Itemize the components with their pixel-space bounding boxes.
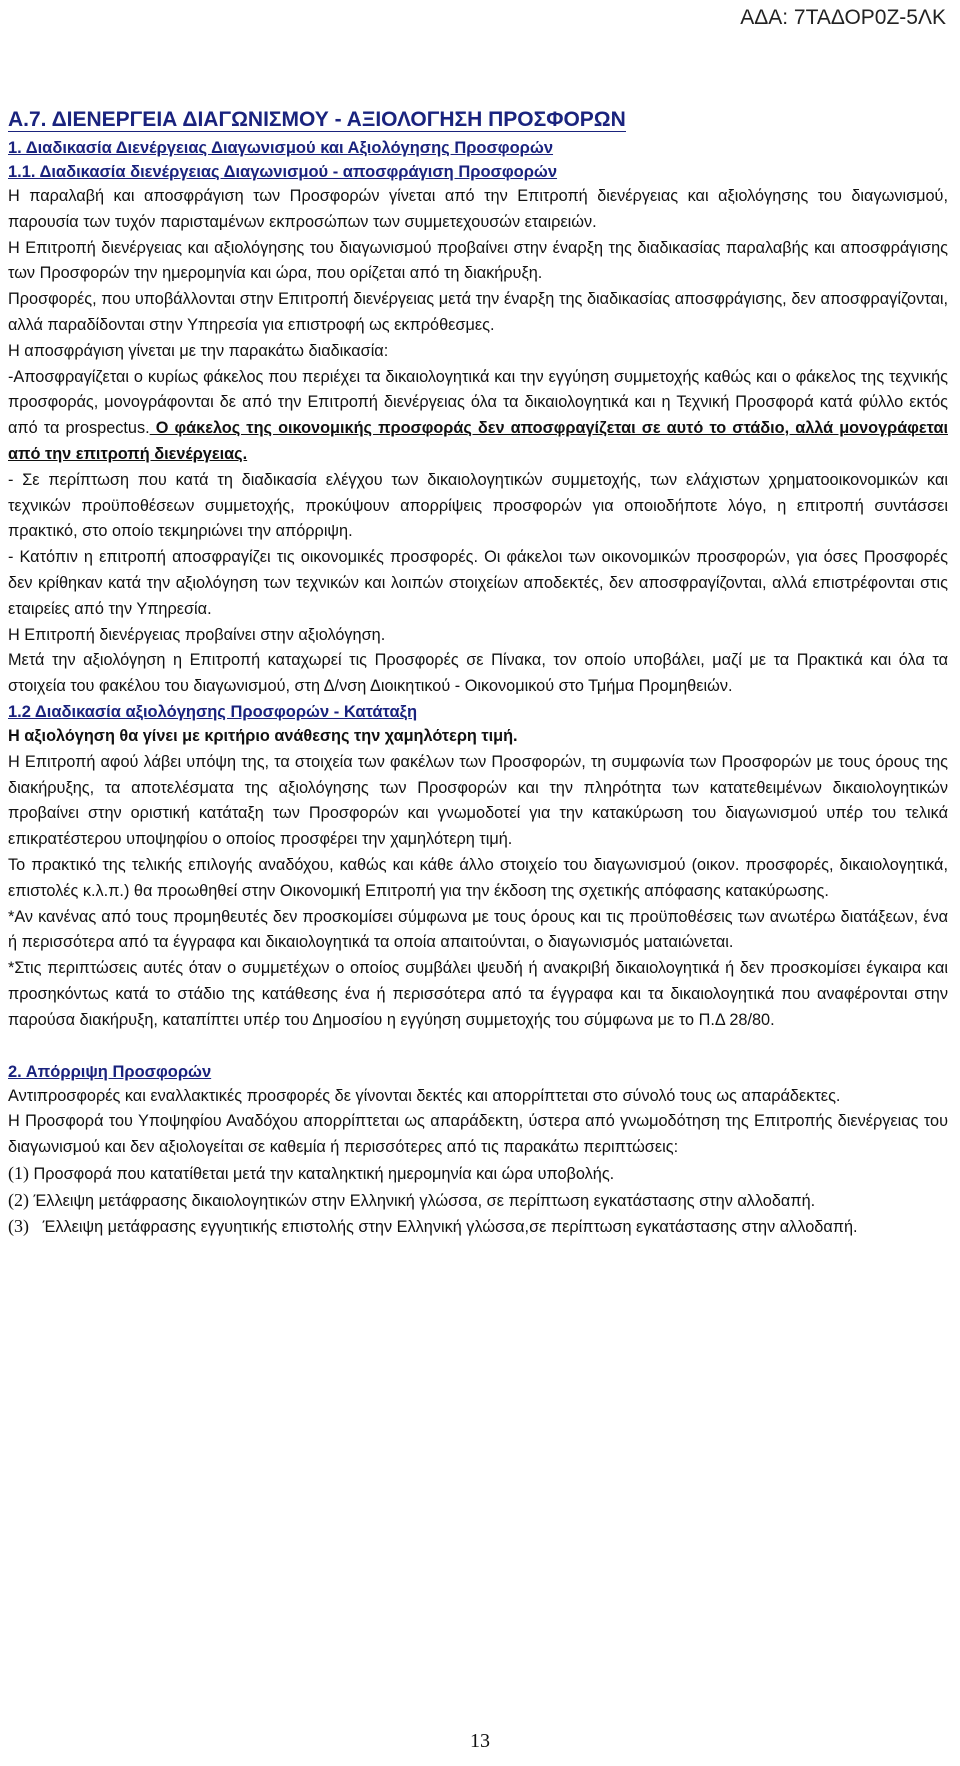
paragraph: Αντιπροσφορές και εναλλακτικές προσφορές δε γίνονται δεκτές και απορρίπτεται στο σύνολό τους ως απαράδεκτες. — [8, 1086, 841, 1105]
paragraph: - Σε περίπτωση που κατά τη διαδικασία ελέγχου των δικαιολογητικών συμμετοχής, των ελάχιστων χρηματοοικονομικών και τεχνικών προϋποθέσεων συμμετοχής, προκύψουν απορρίψεις προσφορών για οποιοδήποτε λόγο, η επιτροπή συντάσσει πρακτικό, στο οποίο τεκμηριώνει την απόρριψη. — [8, 470, 948, 541]
paragraph: - Κατόπιν η επιτροπή αποσφραγίζει τις οικονομικές προσφορές. Οι φάκελοι των οικονομικών προσφορών, για όσες Προσφορές δεν κρίθηκαν κατά την αξιολόγηση των τεχνικών και λοιπών στοιχείων αποδεκτές, δεν αποσφραγίζονται, αλλά επιστρέφονται στις εταιρείες από την Υπηρεσία. — [8, 548, 948, 618]
list-item: (3) Έλλειψη μετάφρασης εγγυητικής επιστολής στην Ελληνική γλώσσα,σε περίπτωση εγκατάστασης στην αλλοδαπή. — [8, 1216, 858, 1237]
section-heading-1-2: 1.2 Διαδικασία αξιολόγησης Προσφορών - Κατάταξη — [8, 702, 418, 721]
paragraph: Η Επιτροπή διενέργειας προβαίνει στην αξιολόγηση. — [8, 625, 386, 644]
section-heading-1-1: 1.1. Διαδικασία διενέργειας Διαγωνισμού - αποσφράγιση Προσφορών — [8, 163, 558, 181]
paragraph: Μετά την αξιολόγηση η Επιτροπή καταχωρεί τις Προσφορές σε Πίνακα, τον οποίο υποβάλει, μαζί με τα Πρακτικά και όλα τα στοιχεία του φακέλου του διαγωνισμού, στη Δ/νση Διοικητικού - Οικονομικού στο Τμήμα Προμηθειών. — [8, 651, 948, 696]
paragraph: Το πρακτικό της τελικής επιλογής αναδόχου, καθώς και κάθε άλλο στοιχείο του διαγωνισμού (οικον. προσφορές, δικαιολογητικά, επιστολές κ.λ.π.) θα προωθηθεί στην Οικονομική Επιτροπή για την έκδοση της σχετικής απόφασης κατακύρωσης. — [8, 855, 948, 900]
paragraph: Η παραλαβή και αποσφράγιση των Προσφορών γίνεται από την Επιτροπή διενέργειας και αξιολόγησης του διαγωνισμού, παρουσία των τυχόν παρισταμένων εκπροσώπων των συμμετεχουσών εταιρειών. — [8, 187, 948, 231]
award-criterion: Η αξιολόγηση θα γίνει με κριτήριο ανάθεσης την χαμηλότερη τιμή. — [8, 726, 518, 745]
ada-code: ΑΔΑ: 7ΤΑΔΟΡ0Ζ-5ΛΚ — [740, 6, 946, 29]
paragraph: Η Επιτροπή αφού λάβει υπόψη της, τα στοιχεία των φακέλων των Προσφορών, τη συμφωνία των Προσφορών με τους όρους της διακήρυξης, τα αποτελέσματα της αξιολόγησης των Προσφορών και την πληρότητα των κατατεθειμένων δικαιολογητικών προβαίνει στην οριστική κατάταξη των Προσφορών και γνωμοδοτεί για την κατακύρωση του διαγωνισμού υπέρ του τελικά επικρατέστερου υποψηφίου ο οποίος προσφέρει την χαμηλότερη τιμή. — [8, 752, 948, 849]
section-heading-1: 1. Διαδικασία Διενέργειας Διαγωνισμού και Αξιολόγησης Προσφορών — [8, 139, 554, 157]
paragraph-opening-procedure: -Αποσφραγίζεται ο κυρίως φάκελος που περιέχει τα δικαιολογητικά και την εγγύηση συμμετοχής καθώς και ο φάκελος της τεχνικής προσφοράς, μονογράφονται δε από την Επιτροπή διενέργειας όλα τα δικαιολογητικά και η Τεχνική Προσφορά κατά φύλλο εκτός από τα prospectus. Ο φάκελος της οικονομικής προσφοράς δεν αποσφραγίζεται σε αυτό το στάδιο, αλλά μονογράφεται από την επιτροπή διενέργειας. — [8, 367, 948, 463]
list-item: (1) Προσφορά που κατατίθεται μετά την καταληκτική ημερομηνία και ώρα υποβολής. — [8, 1162, 615, 1183]
paragraph: *Αν κανένας από τους προμηθευτές δεν προσκομίσει σύμφωνα με τους όρους και τις προϋποθέσεις των ανωτέρω διατάξεων, ένα ή περισσότερα από τα έγγραφα και δικαιολογητικά τα οποία απαιτούνται, ο διαγωνισμός ματαιώνεται. — [8, 907, 948, 952]
list-item: (2) Έλλειψη μετάφρασης δικαιολογητικών στην Ελληνική γλώσσα, σε περίπτωση εγκατάστασης στην αλλοδαπή. — [8, 1189, 816, 1210]
paragraph: Η αποσφράγιση γίνεται με την παρακάτω διαδικασία: — [8, 341, 389, 360]
section-heading-2: 2. Απόρριψη Προσφορών — [8, 1062, 212, 1081]
document-body — [8, 104, 948, 1241]
page-number: 13 — [470, 1730, 490, 1752]
paragraph: Προσφορές, που υποβάλλονται στην Επιτροπή διενέργειας μετά την έναρξη της διαδικασίας αποσφράγισης, δεν αποσφραγίζονται, αλλά παραδίδονται στην Υπηρεσία για επιστροφή ως εκπρόθεσμες. — [8, 290, 948, 334]
paragraph: Η Προσφορά του Υποψηφίου Αναδόχου απορρίπτεται ως απαράδεκτη, ύστερα από γνωμοδότηση της Επιτροπής διενέργειας του διαγωνισμού και δεν αξιολογείται σε καθεμία ή περισσότερες από τις παρακάτω περιπτώσεις: — [8, 1112, 948, 1157]
paragraph: Η Επιτροπή διενέργειας και αξιολόγησης του διαγωνισμού προβαίνει στην έναρξη της διαδικασίας παραλαβής και αποσφράγισης των Προσφορών την ημερομηνία και ώρα, που ορίζεται από τη διακήρυξη. — [8, 238, 948, 283]
paragraph: *Στις περιπτώσεις αυτές όταν ο συμμετέχων ο οποίος συμβάλει ψευδή ή ανακριβή δικαιολογητικά ή δεν προσκομίσει έγκαιρα και προσηκόντως κατά το στάδιο της κατάθεσης ένα ή περισσότερα από τα έγγραφα και τα δικαιολογητικά που αναφέρονται στην παρούσα διακήρυξη, καταπίπτει υπέρ του Δημοσίου η εγγύηση συμμετοχής του σύμφωνα με το Π.Δ 28/80. — [8, 959, 948, 1029]
section-heading-a7: Α.7. ΔΙΕΝΕΡΓΕΙΑ ΔΙΑΓΩΝΙΣΜΟΥ - ΑΞΙΟΛΟΓΗΣΗ ΠΡΟΣΦΟΡΩΝ — [8, 108, 626, 131]
